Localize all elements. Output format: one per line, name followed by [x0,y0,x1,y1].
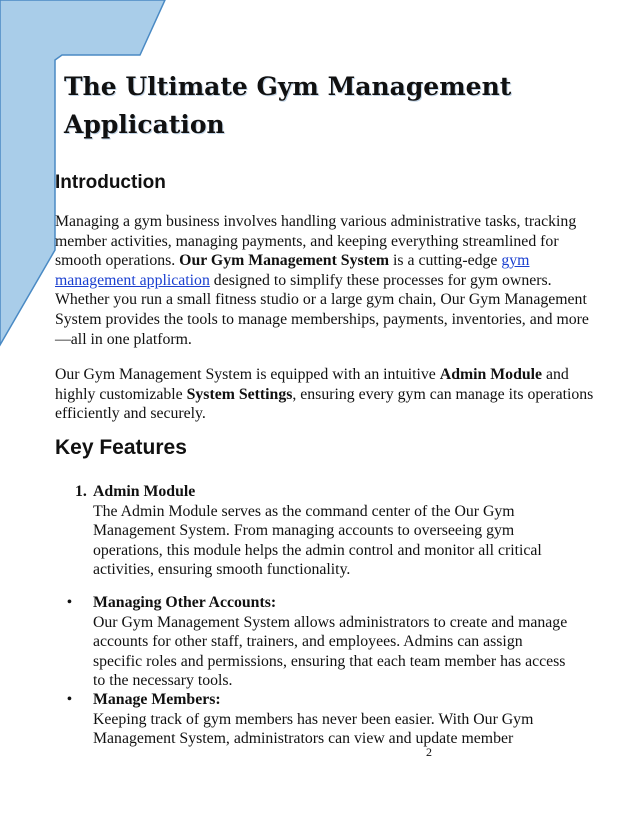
intro-bold-name: Our Gym Management System [179,252,390,270]
bullet-list-item [55,690,595,749]
list-item-title: Managing Other Accounts: [93,594,277,611]
list-number: 1. [75,483,87,500]
intro-paragraph-1 [55,212,595,349]
list-item-title: Admin Module [93,483,196,500]
intro-text: and highly customizable [55,366,569,403]
bullet-icon: • [67,595,72,610]
bullet-list-item [55,593,595,691]
intro-text: designed to simplify these processes for gym owners. Whether you run a small fitness studio or a large gym chain, Our Gym Management System provides the tools to manage memberships, payments, inventories, and more—all in one platform. [55,271,589,348]
intro-text: is a cutting-edge [389,252,502,270]
bullet-icon: • [67,692,72,707]
intro-text: Our Gym Management System is equipped with an intuitive [55,366,440,383]
intro-text: Managing a gym business involves handling various administrative tasks, tracking member activities, managing payments, and keeping everything streamlined for smooth operations. [55,213,577,270]
introduction-heading: Introduction [55,172,166,193]
gym-management-application-link[interactable]: gym management application [55,252,530,289]
list-item-text: Keeping track of gym members has never been easier. With Our Gym Management System, administrators can view and update member [93,710,534,748]
page-title: The Ultimate Gym Management Application [64,72,512,139]
key-features-heading: Key Features [55,436,187,459]
numbered-list-item [55,482,595,580]
list-item-text: Our Gym Management System allows administrators to create and manage accounts for other staff, trainers, and employees. Admins can assign specific roles and permissions, ensuring that each team member has access to the necessary tools. [93,613,568,690]
page-number: 2 [426,745,432,759]
intro-paragraph-2 [55,365,595,424]
admin-module-bold: Admin Module [439,366,543,383]
list-item-title: Manage Members: [93,691,221,708]
system-settings-bold: System Settings [186,385,293,403]
list-item-text: The Admin Module serves as the command center of the Our Gym Management System. From managing accounts to overseeing gym operations, this module helps the admin control and monitor all critical activities, ensuring smooth functionality. [93,502,542,579]
intro-text: , ensuring every gym can manage its operations efficiently and securely. [55,385,594,423]
